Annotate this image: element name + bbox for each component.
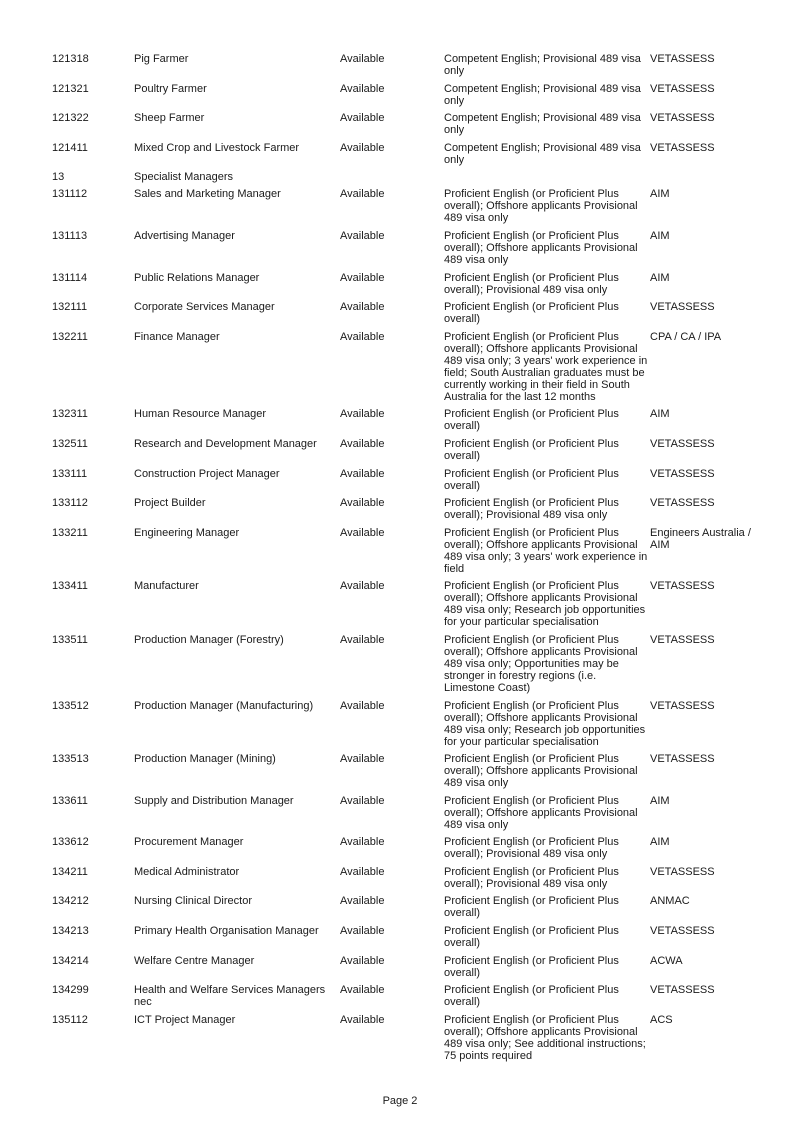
anzsco-code-cell: 121411 xyxy=(52,141,88,154)
assessing-authority-cell: VETASSESS xyxy=(650,633,715,646)
availability-cell: Available xyxy=(340,437,385,450)
table-row xyxy=(52,331,752,409)
group-code-cell: 13 xyxy=(52,171,65,184)
requirements-cell: Proficient English (or Proficient Plus overall) xyxy=(444,984,619,1009)
table-row xyxy=(52,580,752,634)
availability-cell: Available xyxy=(340,580,385,593)
anzsco-code-cell: 133211 xyxy=(52,526,88,539)
group-title-cell: Specialist Managers xyxy=(134,171,234,184)
assessing-authority-cell: VETASSESS xyxy=(650,925,715,938)
availability-cell: Available xyxy=(340,53,385,65)
requirements-cell: Proficient English (or Proficient Plus overall); Offshore applicants Provisional 489 visa only; 3 years' work experience in field; South Australian graduates must be currently working in their field in South Australia for the last 12 months xyxy=(444,330,648,403)
anzsco-code-cell: 133611 xyxy=(52,794,88,807)
assessing-authority-cell: VETASSESS xyxy=(650,497,715,510)
availability-cell: Available xyxy=(340,526,385,539)
assessing-authority-cell: VETASSESS xyxy=(650,53,715,65)
occupation-name-cell: Procurement Manager xyxy=(134,836,244,849)
availability-cell: Available xyxy=(340,699,385,712)
table-row xyxy=(52,188,752,230)
table-row xyxy=(52,468,752,498)
assessing-authority-cell: ACWA xyxy=(650,954,683,967)
requirements-cell: Proficient English (or Proficient Plus overall); Offshore applicants Provisional 489 visa only; Research job opportunities for your particular specialisation xyxy=(444,580,646,629)
occupation-name-cell: Engineering Manager xyxy=(134,526,240,539)
assessing-authority-cell: VETASSESS xyxy=(650,580,715,593)
occupation-name-cell: Advertising Manager xyxy=(134,229,235,242)
anzsco-code-cell: 131113 xyxy=(52,229,88,242)
group-heading-row xyxy=(52,171,752,188)
requirements-cell: Proficient English (or Proficient Plus overall); Offshore applicants Provisional 489 visa only; Opportunities may be stronger in forestry regions (i.e. Limestone Coast) xyxy=(444,633,638,694)
requirements-cell: Proficient English (or Proficient Plus overall); Provisional 489 visa only xyxy=(444,497,619,522)
table-row xyxy=(52,83,752,113)
requirements-cell: Proficient English (or Proficient Plus overall) xyxy=(444,895,619,920)
empty-cell xyxy=(444,171,650,188)
availability-cell: Available xyxy=(340,497,385,510)
requirements-cell: Proficient English (or Proficient Plus overall); Offshore applicants Provisional 489 visa only xyxy=(444,794,638,831)
availability-cell: Available xyxy=(340,794,385,807)
table-row xyxy=(52,1014,752,1068)
assessing-authority-cell: VETASSESS xyxy=(650,753,715,766)
availability-cell: Available xyxy=(340,753,385,766)
requirements-cell: Competent English; Provisional 489 visa only xyxy=(444,53,641,77)
assessing-authority-cell: VETASSESS xyxy=(650,301,715,314)
occupation-name-cell: Mixed Crop and Livestock Farmer xyxy=(134,141,300,154)
anzsco-code-cell: 134212 xyxy=(52,895,89,908)
occupation-name-cell: Primary Health Organisation Manager xyxy=(134,925,319,938)
table-row xyxy=(52,795,752,837)
page-number: Page 2 xyxy=(382,1095,418,1107)
occupation-name-cell: Production Manager (Mining) xyxy=(134,753,276,766)
availability-cell: Available xyxy=(340,633,385,646)
availability-cell: Available xyxy=(340,467,385,480)
anzsco-code-cell: 121321 xyxy=(52,82,89,95)
anzsco-code-cell: 134211 xyxy=(52,865,88,878)
anzsco-code-cell: 133511 xyxy=(52,633,88,646)
availability-cell: Available xyxy=(340,330,385,343)
anzsco-code-cell: 133411 xyxy=(52,580,88,593)
requirements-cell: Proficient English (or Proficient Plus overall); Offshore applicants Provisional 489 visa only xyxy=(444,753,638,790)
anzsco-code-cell: 133112 xyxy=(52,497,88,510)
table-row xyxy=(52,230,752,272)
occupation-name-cell: Sheep Farmer xyxy=(134,112,205,125)
anzsco-code-cell: 133513 xyxy=(52,753,89,766)
requirements-cell: Proficient English (or Proficient Plus overall); Provisional 489 visa only xyxy=(444,865,619,890)
table-row xyxy=(52,142,752,172)
occupation-name-cell: Poultry Farmer xyxy=(134,82,207,95)
occupation-name-cell: Medical Administrator xyxy=(134,865,240,878)
availability-cell: Available xyxy=(340,1013,385,1026)
table-row xyxy=(52,438,752,468)
table-row xyxy=(52,408,752,438)
anzsco-code-cell: 131112 xyxy=(52,188,88,201)
assessing-authority-cell: VETASSESS xyxy=(650,467,715,480)
requirements-cell: Proficient English (or Proficient Plus overall) xyxy=(444,408,619,433)
availability-cell: Available xyxy=(340,188,385,201)
requirements-cell: Proficient English (or Proficient Plus overall) xyxy=(444,437,619,462)
requirements-cell: Proficient English (or Proficient Plus overall); Offshore applicants Provisional 489 visa only; 3 years' work experience in field xyxy=(444,526,648,575)
occupation-name-cell: Health and Welfare Services Managers nec xyxy=(134,984,326,1009)
table-row xyxy=(52,866,752,896)
anzsco-code-cell: 134214 xyxy=(52,954,89,967)
anzsco-code-cell: 135112 xyxy=(52,1013,88,1026)
availability-cell: Available xyxy=(340,271,385,284)
table-row xyxy=(52,272,752,302)
assessing-authority-cell: VETASSESS xyxy=(650,984,715,997)
requirements-cell: Proficient English (or Proficient Plus overall); Offshore applicants Provisional 489 visa only xyxy=(444,188,638,225)
occupation-name-cell: Sales and Marketing Manager xyxy=(134,188,281,201)
table-row xyxy=(52,984,752,1014)
anzsco-code-cell: 132511 xyxy=(52,437,88,450)
assessing-authority-cell: AIM xyxy=(650,188,670,201)
occupation-name-cell: Pig Farmer xyxy=(134,53,189,65)
requirements-cell: Proficient English (or Proficient Plus overall); Provisional 489 visa only xyxy=(444,271,619,296)
requirements-cell: Competent English; Provisional 489 visa only xyxy=(444,82,641,107)
assessing-authority-cell: Engineers Australia / AIM xyxy=(650,526,751,551)
table-row xyxy=(52,836,752,866)
occupation-name-cell: Project Builder xyxy=(134,497,206,510)
occupation-name-cell: ICT Project Manager xyxy=(134,1013,236,1026)
empty-cell xyxy=(340,171,444,188)
anzsco-code-cell: 121318 xyxy=(52,53,89,65)
requirements-cell: Proficient English (or Proficient Plus overall); Offshore applicants Provisional 489 visa only; See additional instructions; 75 points required xyxy=(444,1013,646,1062)
requirements-cell: Competent English; Provisional 489 visa only xyxy=(444,112,641,137)
table-row xyxy=(52,925,752,955)
occupation-name-cell: Production Manager (Forestry) xyxy=(134,633,284,646)
table-row xyxy=(52,53,752,83)
availability-cell: Available xyxy=(340,895,385,908)
availability-cell: Available xyxy=(340,112,385,125)
occupation-name-cell: Construction Project Manager xyxy=(134,467,280,480)
table-row xyxy=(52,634,752,700)
availability-cell: Available xyxy=(340,82,385,95)
table-row xyxy=(52,955,752,985)
assessing-authority-cell: AIM xyxy=(650,271,670,284)
occupation-name-cell: Corporate Services Manager xyxy=(134,301,275,314)
availability-cell: Available xyxy=(340,408,385,421)
anzsco-code-cell: 133111 xyxy=(52,467,88,480)
occupation-table-body xyxy=(52,53,752,1067)
assessing-authority-cell: CPA / CA / IPA xyxy=(650,330,722,343)
assessing-authority-cell: VETASSESS xyxy=(650,112,715,125)
requirements-cell: Competent English; Provisional 489 visa only xyxy=(444,141,641,166)
availability-cell: Available xyxy=(340,984,385,997)
requirements-cell: Proficient English (or Proficient Plus overall); Offshore applicants Provisional 489 visa only; Research job opportunities for your particular specialisation xyxy=(444,699,646,748)
occupation-name-cell: Finance Manager xyxy=(134,330,220,343)
assessing-authority-cell: ANMAC xyxy=(650,895,690,908)
occupation-table xyxy=(52,53,752,1067)
availability-cell: Available xyxy=(340,229,385,242)
anzsco-code-cell: 121322 xyxy=(52,112,89,125)
requirements-cell: Proficient English (or Proficient Plus overall); Provisional 489 visa only xyxy=(444,836,619,861)
anzsco-code-cell: 132111 xyxy=(52,301,88,314)
occupation-name-cell: Nursing Clinical Director xyxy=(134,895,252,908)
anzsco-code-cell: 134213 xyxy=(52,925,89,938)
anzsco-code-cell: 131114 xyxy=(52,271,88,284)
assessing-authority-cell: VETASSESS xyxy=(650,141,715,154)
occupation-name-cell: Research and Development Manager xyxy=(134,437,317,450)
empty-cell xyxy=(650,171,752,188)
table-row xyxy=(52,700,752,754)
table-row xyxy=(52,301,752,331)
availability-cell: Available xyxy=(340,836,385,849)
assessing-authority-cell: AIM xyxy=(650,229,670,242)
requirements-cell: Proficient English (or Proficient Plus overall) xyxy=(444,467,619,492)
assessing-authority-cell: VETASSESS xyxy=(650,699,715,712)
requirements-cell: Proficient English (or Proficient Plus overall) xyxy=(444,925,619,950)
table-row xyxy=(52,497,752,527)
table-row xyxy=(52,112,752,142)
anzsco-code-cell: 133612 xyxy=(52,836,89,849)
table-row xyxy=(52,895,752,925)
requirements-cell: Proficient English (or Proficient Plus overall); Offshore applicants Provisional 489 visa only xyxy=(444,229,638,266)
assessing-authority-cell: ACS xyxy=(650,1013,673,1026)
anzsco-code-cell: 132311 xyxy=(52,408,88,421)
availability-cell: Available xyxy=(340,954,385,967)
table-row xyxy=(52,527,752,581)
availability-cell: Available xyxy=(340,865,385,878)
occupation-name-cell: Supply and Distribution Manager xyxy=(134,794,294,807)
assessing-authority-cell: AIM xyxy=(650,408,670,421)
occupation-name-cell: Human Resource Manager xyxy=(134,408,267,421)
availability-cell: Available xyxy=(340,301,385,314)
occupation-name-cell: Public Relations Manager xyxy=(134,271,260,284)
assessing-authority-cell: AIM xyxy=(650,794,670,807)
occupation-name-cell: Manufacturer xyxy=(134,580,199,593)
assessing-authority-cell: AIM xyxy=(650,836,670,849)
requirements-cell: Proficient English (or Proficient Plus overall) xyxy=(444,954,619,979)
occupation-name-cell: Production Manager (Manufacturing) xyxy=(134,699,314,712)
assessing-authority-cell: VETASSESS xyxy=(650,82,715,95)
availability-cell: Available xyxy=(340,141,385,154)
anzsco-code-cell: 134299 xyxy=(52,984,89,997)
anzsco-code-cell: 132211 xyxy=(52,330,88,343)
requirements-cell: Proficient English (or Proficient Plus overall) xyxy=(444,301,619,326)
assessing-authority-cell: VETASSESS xyxy=(650,865,715,878)
table-row xyxy=(52,753,752,795)
anzsco-code-cell: 133512 xyxy=(52,699,89,712)
occupation-name-cell: Welfare Centre Manager xyxy=(134,954,255,967)
availability-cell: Available xyxy=(340,925,385,938)
assessing-authority-cell: VETASSESS xyxy=(650,437,715,450)
